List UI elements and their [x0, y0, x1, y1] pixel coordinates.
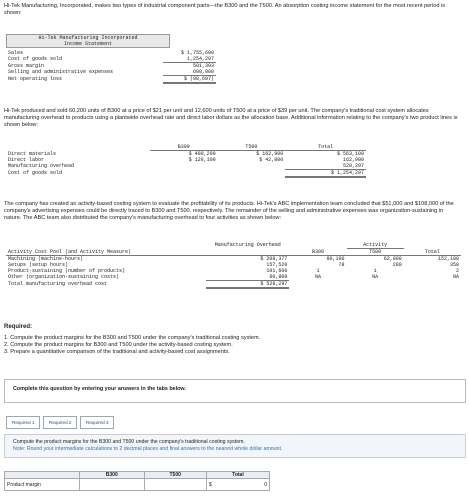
activity-cost-table	[6, 242, 461, 289]
row-label: Direct materials	[8, 150, 57, 157]
header-cell: B300	[150, 144, 218, 151]
income-statement-company: Hi-Tek Manufacturing Incorporated	[6, 34, 170, 41]
row-label: Product margin	[5, 479, 80, 491]
row-label: Selling and administrative expenses	[8, 69, 114, 76]
row-value: 1,254,297	[163, 56, 216, 63]
tab-required-3[interactable]: Required 3	[80, 416, 114, 429]
header-cell: T500	[144, 472, 206, 479]
complete-note: Complete this question by entering your answers in the tabs below.	[13, 386, 186, 392]
cell: 152,100	[437, 256, 459, 262]
row-label: Product-sustaining (number of products)	[8, 268, 126, 274]
tab-required-2[interactable]: Required 2	[43, 416, 77, 429]
cell	[218, 170, 286, 178]
header-cell	[5, 472, 80, 479]
cell: 1	[373, 268, 377, 274]
header-cell: Total	[285, 144, 366, 151]
cell: $ 563,100	[336, 151, 364, 157]
cell: 528,297	[285, 163, 366, 170]
cell: 90,100	[326, 256, 345, 262]
cell: NA	[372, 274, 379, 281]
income-statement-table	[6, 50, 216, 84]
cell: 358	[449, 262, 459, 268]
row-value: $ 1,755,600	[180, 50, 214, 56]
cell: 280	[392, 262, 402, 268]
header-cell: Total	[206, 472, 269, 479]
intro-text: Hi-Tek Manufacturing, Incorporated, makes two types of industrial component parts—the B300 and the T500. An absorption costing income statement for the most recent period is shown:	[4, 3, 446, 16]
cell: $ 162,900	[256, 151, 284, 157]
cell: 2	[455, 268, 459, 274]
description-paragraph: Hi-Tek produced and sold 60,200 units of B300 at a price of $21 per unit and 12,600 units of T500 at a price of $39 per unit. The company's traditional cost system allocates manufacturing overhead to products using a plantwide overhead rate and direct labor dollars as the allocation base. Additional information relating to the company's two product lines is shown below:	[4, 108, 458, 128]
cell: 101,600	[266, 268, 288, 274]
row-label: Setups (setup hours)	[8, 262, 69, 268]
table-row	[5, 479, 270, 491]
table-row	[6, 170, 366, 178]
cell: 162,900	[342, 157, 364, 163]
header-cell: B300	[289, 249, 346, 256]
row-label: Total manufacturing overhead cost	[8, 281, 108, 288]
table-header-row	[5, 472, 270, 479]
b300-margin-input[interactable]	[80, 479, 145, 491]
instructions-box	[4, 379, 466, 403]
row-label: Cost of goods sold	[8, 56, 63, 63]
cell: NA	[314, 274, 321, 281]
required-item: 3. Prepare a quantitative comparison of the traditional and activity-based cost assignments.	[4, 349, 230, 355]
cell: $ 120,100	[188, 157, 216, 163]
row-label: Sales	[8, 50, 24, 56]
table-row	[6, 281, 461, 289]
cell: 62,000	[383, 256, 402, 262]
required-title: Required:	[4, 324, 33, 330]
income-statement-title: Income Statement	[6, 41, 170, 48]
row-label: Machining (machine-hours)	[8, 256, 84, 262]
header-activity: Activity	[347, 242, 404, 249]
header-cell: B300	[80, 472, 145, 479]
product-cost-table	[6, 144, 366, 178]
row-label: Gross margin	[8, 62, 45, 69]
total-margin-cell	[206, 479, 269, 491]
tab-instruction: Compute the product margins for the B300 and T500 under the company's traditional costing system.	[13, 439, 245, 445]
cell: $ 1,254,297	[285, 170, 366, 178]
cell: 157,520	[266, 262, 288, 268]
table-header-row	[6, 249, 461, 256]
currency-symbol: $	[208, 481, 212, 488]
header-mo: Manufacturing Overhead	[214, 242, 281, 249]
cell: 78	[338, 262, 345, 268]
row-label: Manufacturing overhead	[8, 163, 75, 170]
cell: $ 42,800	[259, 157, 284, 163]
rounding-note: Note: Round your intermediate calculations to 2 decimal places and final answers to the nearest whole dollar amount.	[13, 446, 283, 452]
header-cell: Activity Cost Pool (and Activity Measure)	[6, 249, 206, 256]
cell: 60,800	[206, 274, 289, 281]
required-item: 1. Compute the product margins for the B300 and T500 under the company's traditional costing system.	[4, 335, 261, 341]
t500-margin-input[interactable]	[144, 479, 206, 491]
answer-table	[4, 471, 270, 491]
cell: $ 400,200	[188, 151, 216, 157]
header-cell: T500	[347, 249, 404, 256]
cell: $ 528,297	[206, 281, 289, 289]
header-cell: Total	[404, 249, 461, 256]
required-item: 2. Compute the product margins for B300 and T500 under the activity-based costing system.	[4, 342, 233, 348]
row-label: Net operating loss	[8, 76, 63, 83]
income-statement	[6, 34, 170, 48]
header-cell	[206, 249, 289, 256]
tab-required-1[interactable]: Required 1	[6, 416, 40, 429]
total-value: 0	[264, 481, 267, 488]
cell: $ 208,377	[260, 256, 288, 262]
abc-paragraph: The company has created an activity-based costing system to evaluate the profitability of its products. Hi-Tek's ABC implementation team concluded that $51,000 and $108,000 of the company's advertising expenses could be directly traced to B300 and T500, respectively. The remainder of the selling and administrative expenses was organization-sustaining in nature. The ABC team also distributed the company's manufacturing overhead to four activities as shown below:	[4, 201, 454, 221]
row-label: Other (organization-sustaining costs)	[8, 274, 120, 281]
row-label: Direct labor	[8, 157, 45, 163]
header-cell: T500	[218, 144, 286, 151]
cell: 1	[316, 268, 320, 274]
row-label: Cost of goods sold	[8, 170, 63, 177]
table-row	[6, 76, 216, 84]
cell	[150, 170, 218, 178]
row-value: 501,303	[192, 63, 214, 69]
row-value: 600,000	[163, 69, 216, 76]
cell: NA	[452, 274, 459, 281]
tab-panel	[4, 434, 466, 458]
row-value: $ (98,697)	[163, 76, 216, 84]
